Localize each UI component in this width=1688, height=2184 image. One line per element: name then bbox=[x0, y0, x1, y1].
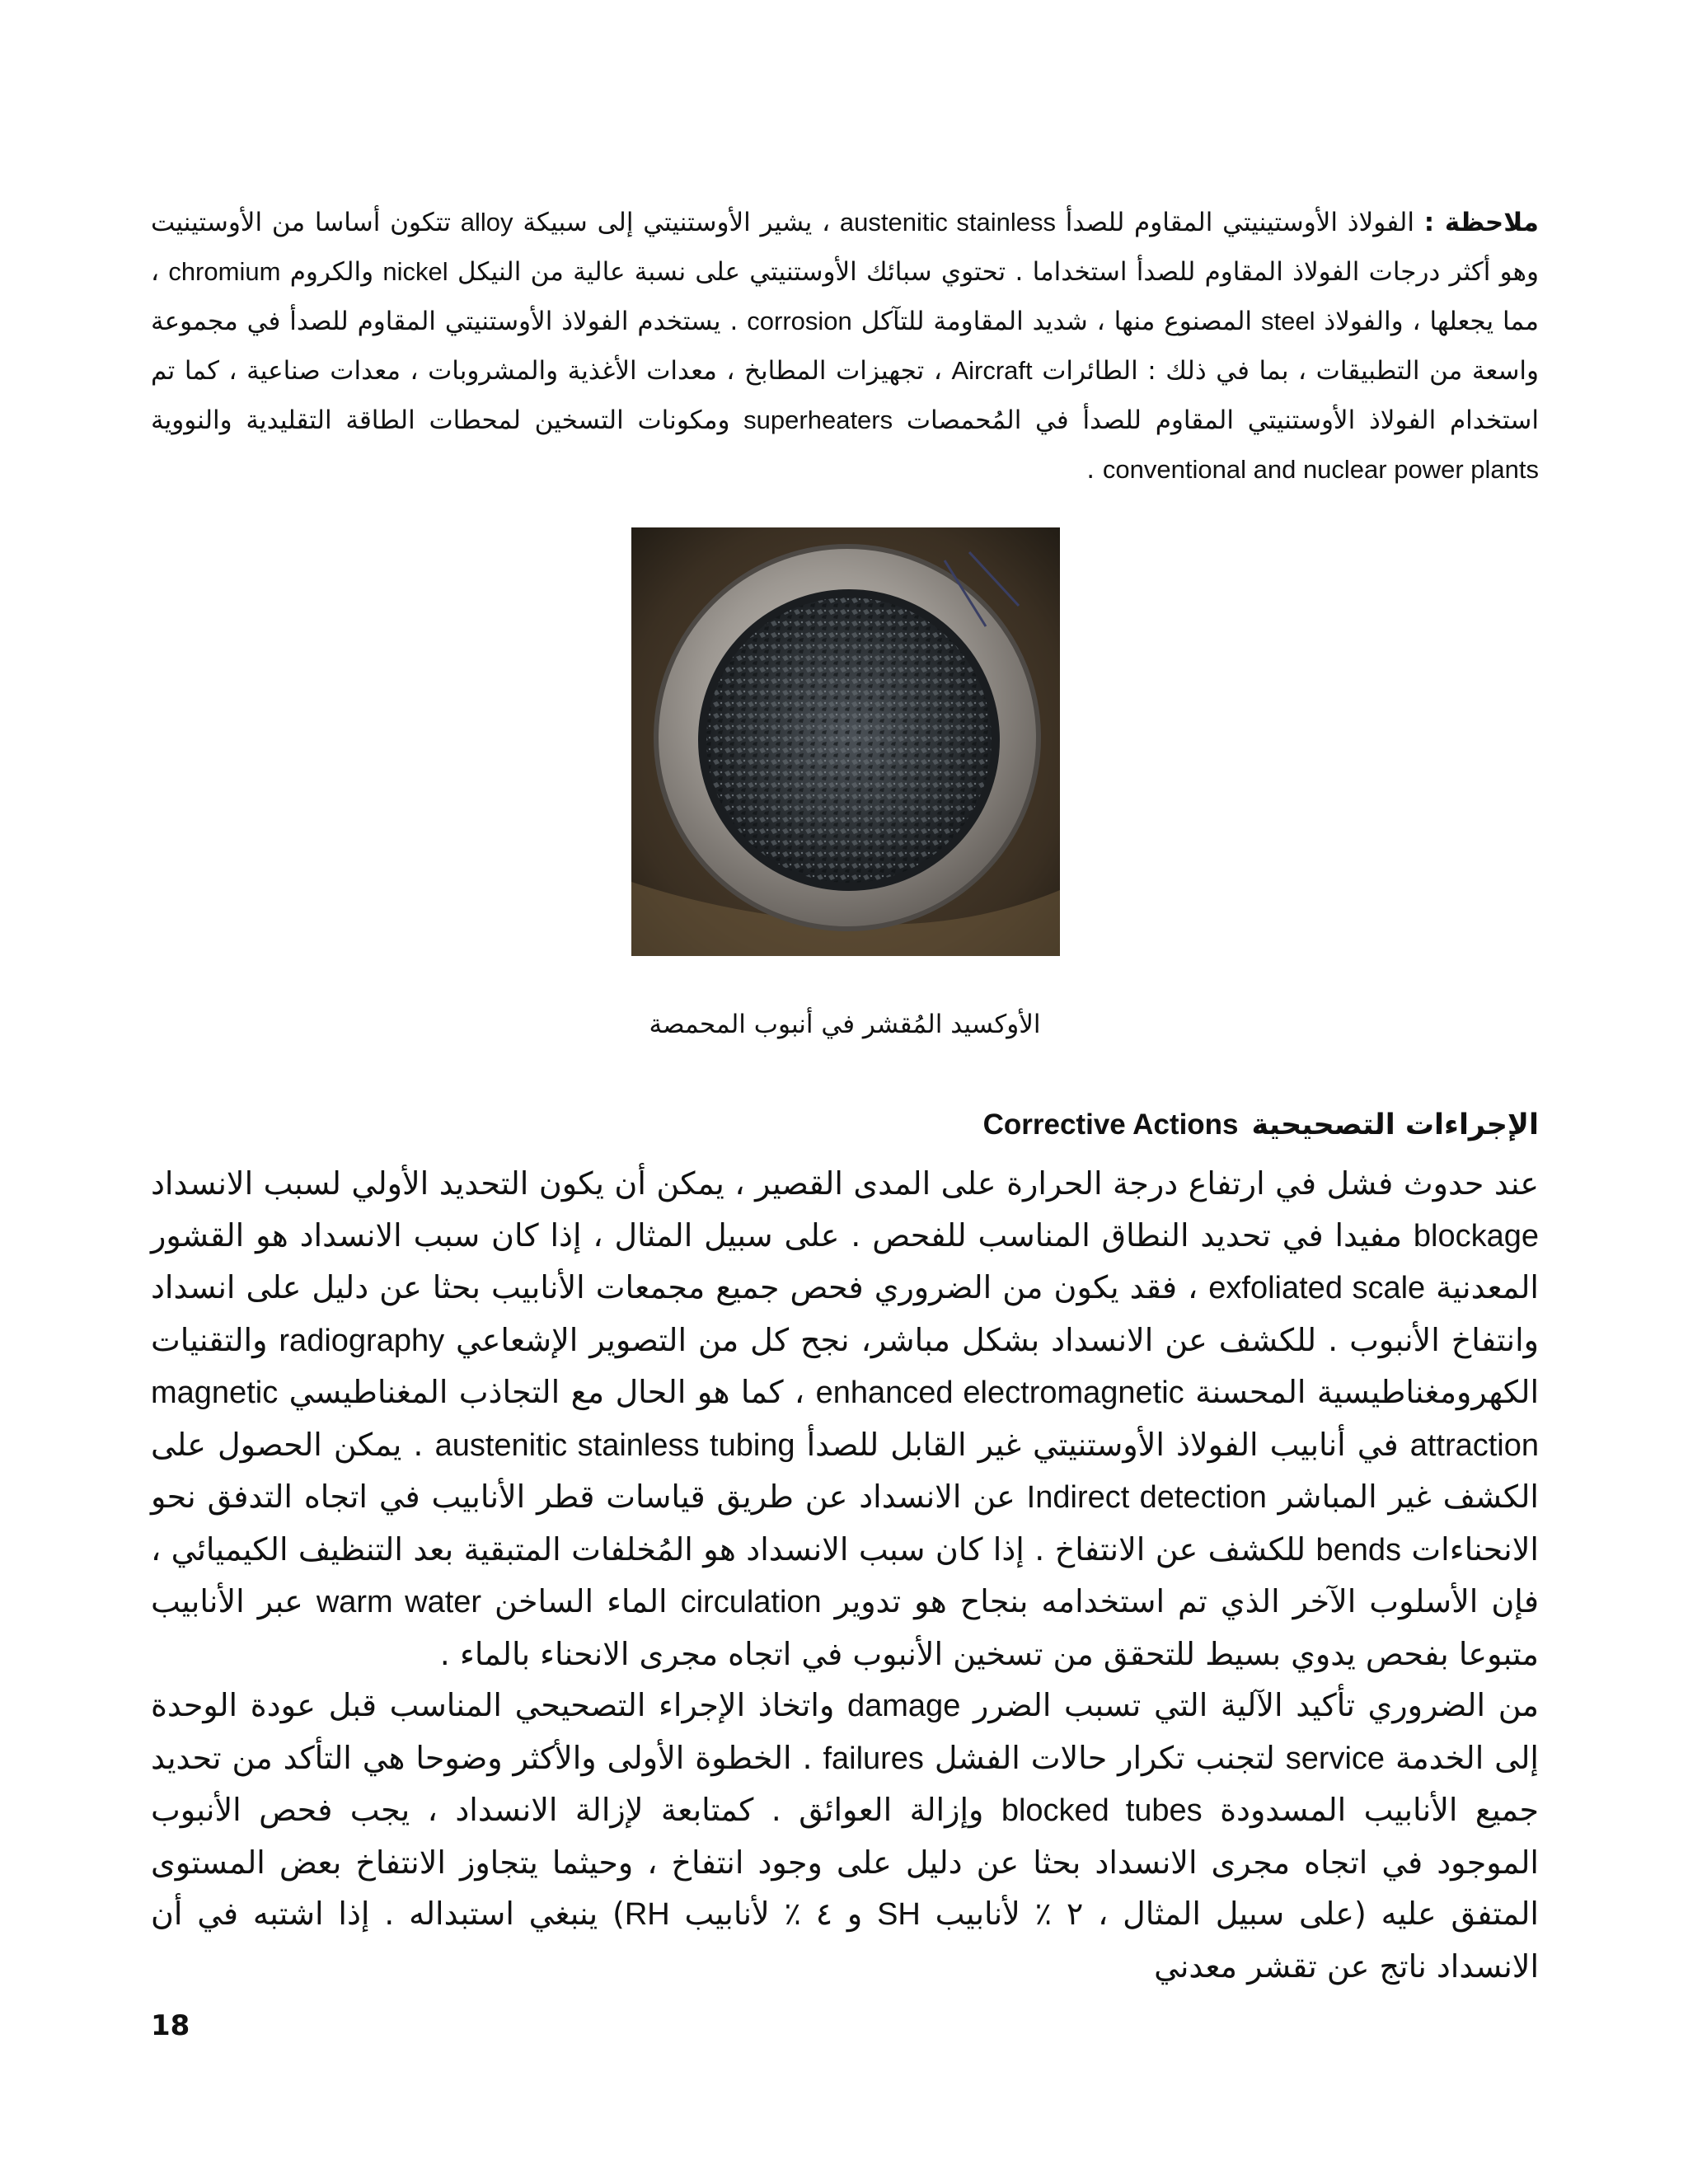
paragraph-blockage bbox=[151, 1158, 1539, 1680]
paragraph-text: والتقنيات الكهرومغناطيسية المحسنة bbox=[151, 1321, 1540, 1410]
term-blocked-tubes: blocked tubes bbox=[1001, 1793, 1203, 1828]
paragraph-text: عند حدوث فشل في ارتفاع درجة الحرارة على المدى القصير ، يمكن أن يكون التحديد الأولي لسبب الانسداد bbox=[151, 1165, 1539, 1202]
paragraph-text: من الضروري تأكيد الآلية التي تسبب الضرر bbox=[960, 1687, 1539, 1723]
term-chromium: chromium bbox=[168, 257, 281, 286]
paragraph-damage bbox=[151, 1680, 1539, 1992]
paragraph-text: ) ينبغي استبداله . إذا اشتبه في أن الانسداد ناتج عن تقشر معدني bbox=[151, 1896, 1539, 1985]
section-body bbox=[151, 1158, 1539, 1992]
paragraph-text: مفيدا في تحديد النطاق المناسب للفحص . على سبيل المثال ، إذا كان سبب الانسداد هو القشور المعدنية bbox=[151, 1216, 1539, 1305]
heading-english: Corrective Actions bbox=[982, 1108, 1239, 1141]
paragraph-text: وإزالة العوائق . كمتابعة لإزالة الانسداد ، يجب فحص الأنبوب الموجود في اتجاه مجرى الانسداد بحثا عن دليل على وجود انتفاخ ، وحيثما يتجاوز الانتفاخ بعض المستوى المتفق عليه (على سبيل المثال ، ٢ ٪ لأنابيب bbox=[151, 1792, 1539, 1932]
term-exfoliated-scale: exfoliated scale bbox=[1208, 1271, 1426, 1305]
term-power-plants: conventional and nuclear power plants bbox=[1102, 455, 1539, 484]
term-bends: bends bbox=[1315, 1532, 1402, 1568]
paragraph-text: ، كما هو الحال مع التجاذب المغناطيسي bbox=[278, 1374, 816, 1410]
paragraph-text: في أنابيب الفولاذ الأوستنيتي غير القابل للصدأ bbox=[795, 1426, 1410, 1463]
paragraph-text: الماء الساخن bbox=[481, 1583, 681, 1619]
document-page bbox=[151, 0, 1539, 2184]
term-damage: damage bbox=[847, 1689, 961, 1723]
term-corrosion: corrosion bbox=[747, 307, 852, 335]
paragraph-text: للكشف عن الانتفاخ . إذا كان سبب الانسداد هو المُخلفات المتبقية بعد التنظيف الكيميائي ، فإن الأسلوب الآخر الذي تم استخدامه بنجاح هو تدوير bbox=[151, 1530, 1539, 1619]
paragraph-text: . يمكن الحصول على الكشف غير المباشر bbox=[151, 1426, 1539, 1515]
term-alloy: alloy bbox=[460, 208, 513, 237]
note-text: ، يشير الأوستنيتي إلى سبيكة bbox=[513, 208, 840, 237]
note-paragraph bbox=[151, 198, 1539, 494]
term-enhanced-electromagnetic: enhanced electromagnetic bbox=[815, 1376, 1184, 1410]
note-label: ملاحظة : bbox=[1423, 208, 1539, 237]
note-text: الفولاذ الأوستينيتي المقاوم للصدأ bbox=[1056, 208, 1424, 237]
term-rh: RH bbox=[624, 1897, 670, 1932]
note-text: والكروم bbox=[280, 257, 383, 287]
term-service: service bbox=[1285, 1741, 1386, 1776]
term-failures: failures bbox=[823, 1741, 924, 1776]
note-text: . يستخدم الفولاذ الأوستنيتي المقاوم للصدأ في مجموعة واسعة من التطبيقات ، بما في ذلك : الطائرات bbox=[151, 307, 1540, 386]
paragraph-text: . الخطوة الأولى والأكثر وضوحا هي التأكد من تحديد جميع الأنابيب المسدودة bbox=[151, 1739, 1540, 1828]
term-superheaters: superheaters bbox=[743, 405, 893, 434]
paragraph-text: لتجنب تكرار حالات الفشل bbox=[923, 1739, 1286, 1776]
note-text: ومكونات التسخين لمحطات الطاقة التقليدية والنووية bbox=[151, 405, 744, 435]
paragraph-text: عن الانسداد عن طريق قياسات قطر الأنابيب في اتجاه التدفق نحو الانحناءات bbox=[151, 1479, 1539, 1568]
heading-arabic: الإجراءات التصحيحية bbox=[1251, 1108, 1539, 1141]
term-warm-water: warm water bbox=[316, 1585, 482, 1619]
paragraph-text: واتخاذ الإجراء التصحيحي المناسب قبل عودة الوحدة إلى الخدمة bbox=[151, 1687, 1539, 1776]
note-text: ، مما يجعلها ، والفولاذ bbox=[151, 257, 1539, 336]
term-magnetic-attraction: magnetic attraction bbox=[151, 1376, 1540, 1463]
tube-cross-section-image bbox=[631, 527, 1060, 956]
term-indirect-detection: Indirect detection bbox=[1026, 1480, 1267, 1515]
term-circulation: circulation bbox=[680, 1585, 822, 1619]
term-aircraft: Aircraft bbox=[951, 356, 1033, 385]
term-austenitic-stainless-tubing: austenitic stainless tubing bbox=[434, 1427, 795, 1463]
paragraph-text: ، فقد يكون من الضروري فحص جميع مجمعات الأنابيب بحثا عن دليل على انسداد وانتفاخ الأنبوب . للكشف عن الانسداد بشكل مباشر، نجح كل من التصوير الإشعاعي bbox=[151, 1269, 1539, 1358]
paragraph-text: و ٤ ٪ لأنابيب bbox=[669, 1896, 878, 1932]
term-steel: steel bbox=[1260, 307, 1315, 335]
term-radiography: radiography bbox=[279, 1323, 445, 1358]
page-number: 18 bbox=[151, 2009, 190, 2042]
note-text: تتكون أساسا من الأوستينيت وهو أكثر درجات الفولاذ المقاوم للصدأ استخداما . تحتوي سبائك الأوستنيتي على نسبة عالية من النيكل bbox=[151, 208, 1540, 287]
term-nickel: nickel bbox=[382, 257, 448, 286]
note-text: . bbox=[1086, 455, 1103, 485]
figure-caption: الأوكسيد المُقشر في أنبوب المحمصة bbox=[649, 1010, 1041, 1039]
section-heading bbox=[983, 1108, 1539, 1141]
note-text: المصنوع منها ، شديد المقاومة للتآكل bbox=[851, 307, 1261, 336]
tube-photo bbox=[631, 527, 1060, 956]
term-austenitic-stainless: austenitic stainless bbox=[839, 208, 1056, 237]
paragraph-text: عبر الأنابيب متبوعا بفحص يدوي بسيط للتحقق من تسخين الأنبوب في اتجاه مجرى الانحناء بالماء . bbox=[151, 1583, 1539, 1672]
term-sh: SH bbox=[877, 1897, 921, 1932]
term-blockage: blockage bbox=[1413, 1218, 1539, 1254]
note-text: ، تجهيزات المطابخ ، معدات الأغذية والمشروبات ، معدات صناعية ، كما تم استخدام الفولاذ الأوستنيتي المقاوم للصدأ في المُحمصات bbox=[151, 356, 1539, 435]
